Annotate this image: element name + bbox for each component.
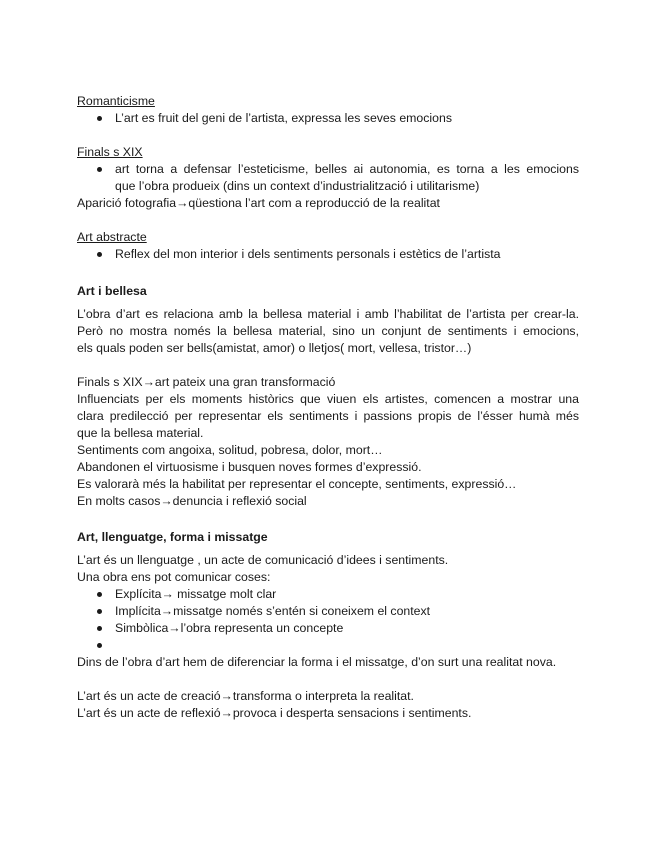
heading-art-llenguatge: Art, llenguatge, forma i missatge xyxy=(77,530,268,544)
paragraph-line: L’art és un acte de creació→transforma o interpreta la realitat. xyxy=(77,689,414,703)
heading-romanticisme: Romanticisme xyxy=(77,94,155,108)
list-item: art torna a defensar l’esteticisme, belles ai autonomia, es torna a les emocions xyxy=(115,162,579,176)
list-item: Explícita→ missatge molt clar xyxy=(115,587,277,601)
paragraph-line: Però no mostra només la bellesa material, sino un conjunt de sentiments i emocions, xyxy=(77,324,579,338)
paragraph-line: L’art és un acte de reflexió→provoca i desperta sensacions i sentiments. xyxy=(77,706,472,720)
bullet-dot xyxy=(97,609,102,614)
bullet-dot xyxy=(97,592,102,597)
paragraph-line: clara predilecció per representar els sentiments i passions propis de l’ésser humà més xyxy=(77,409,579,423)
paragraph-line: En molts casos→denuncia i reflexió social xyxy=(77,494,307,508)
heading-finals-s-xix: Finals s XIX xyxy=(77,145,143,159)
bullet-dot-empty xyxy=(97,643,102,648)
paragraph-line: Abandonen el virtuosisme i busquen noves formes d’expressió. xyxy=(77,460,422,474)
paragraph-line: els quals poden ser bells(amistat, amor) o lletjos( mort, vellesa, tristor…) xyxy=(77,341,472,355)
paragraph-line: Es valorarà més la habilitat per representar el concepte, sentiments, expressió… xyxy=(77,477,517,491)
list-item: L’art es fruit del geni de l’artista, expressa les seves emocions xyxy=(115,111,452,125)
bullet-dot xyxy=(97,626,102,631)
paragraph-line: L’art és un llenguatge , un acte de comunicació d’idees i sentiments. xyxy=(77,553,449,567)
paragraph-line: L’obra d’art es relaciona amb la bellesa material i amb l’habilitat de l’artista per crear-la. xyxy=(77,307,579,321)
list-item: Reflex del mon interior i dels sentiments personals i estètics de l’artista xyxy=(115,247,501,261)
bullet-dot xyxy=(97,167,102,172)
bullet-dot xyxy=(97,252,102,257)
paragraph-line: Influenciats per els moments històrics que viuen els artistes, comencen a mostrar una xyxy=(77,392,579,406)
paragraph-line: Aparició fotografia→qüestiona l’art com a reproducció de la realitat xyxy=(77,196,440,210)
bullet-dot xyxy=(97,116,102,121)
paragraph-line: que la bellesa material. xyxy=(77,426,204,440)
list-item-continuation: que l’obra produeix (dins un context d’industrialització i utilitarisme) xyxy=(115,179,480,193)
paragraph-line: Sentiments com angoixa, solitud, pobresa, dolor, mort… xyxy=(77,443,383,457)
paragraph-line: Dins de l’obra d’art hem de diferenciar la forma i el missatge, d’on surt una realitat nova. xyxy=(77,655,557,669)
heading-art-i-bellesa: Art i bellesa xyxy=(77,284,147,298)
paragraph-line: Finals s XIX→art pateix una gran transformació xyxy=(77,375,336,389)
heading-art-abstracte: Art abstracte xyxy=(77,230,147,244)
list-item: Simbòlica→l’obra representa un concepte xyxy=(115,621,344,635)
list-item: Implícita→missatge només s’entén si coneixem el context xyxy=(115,604,431,618)
paragraph-line: Una obra ens pot comunicar coses: xyxy=(77,570,271,584)
